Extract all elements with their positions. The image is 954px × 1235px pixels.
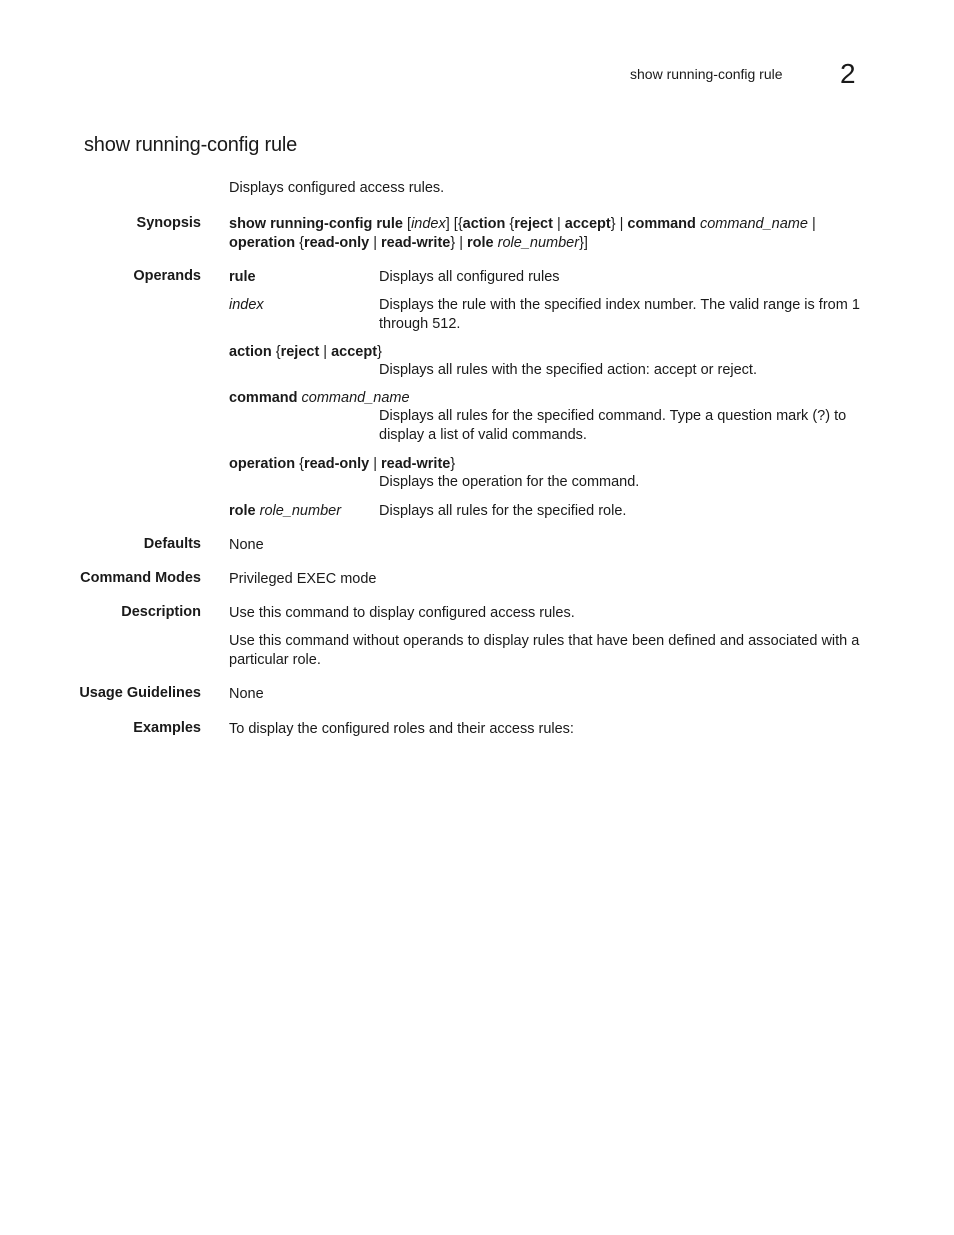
operand-term [229,455,455,474]
synopsis-label: Synopsis [136,215,201,231]
synopsis-punct: | [369,235,382,251]
operand-punct: | [319,344,332,360]
operand-term: rule [229,269,256,285]
examples-text: To display the configured roles and their access rules: [229,721,574,737]
operand-argument: role_number [259,503,342,519]
synopsis-read-only: read-only [303,235,370,251]
synopsis-punct: } | [450,235,468,251]
description-para-1: Use this command to display configured access rules. [229,605,575,621]
operand-term [229,389,410,408]
defaults-text: None [229,537,264,553]
operand-punct: } [377,344,382,360]
operand-description: Displays the rule with the specified index number. The valid range is from 1 through 512. [379,297,860,332]
operand-description: Displays all configured rules [379,269,560,285]
examples-label: Examples [133,720,201,736]
operand-punct: } [450,456,456,472]
synopsis-role: role [467,235,494,251]
operand-keyword: read-write [381,456,451,472]
operand-keyword: operation [229,456,296,472]
operand-keyword: role [229,503,256,519]
synopsis-command-name: command_name [699,216,808,232]
synopsis-read-write: read-write [381,235,451,251]
running-header-title: show running-config rule [630,66,783,82]
operand-term [229,343,382,362]
chapter-number: 2 [840,58,856,89]
synopsis-command-keyword: command [627,216,696,232]
usage-guidelines-label: Usage Guidelines [79,685,201,701]
synopsis-punct: | [807,216,816,232]
command-modes-text: Privileged EXEC mode [229,571,377,587]
synopsis-action: action [462,216,506,232]
synopsis-punct: [ [403,216,412,232]
operand-argument: command_name [301,390,410,406]
operand-punct: | [369,456,382,472]
summary-text: Displays configured access rules. [229,180,445,196]
description-label: Description [121,604,201,620]
synopsis-index: index [411,216,446,232]
operand-description: Displays the operation for the command. [379,474,640,490]
synopsis-punct: | [552,216,565,232]
synopsis-operation: operation [229,235,296,251]
synopsis-accept: accept [564,216,611,232]
page-title: show running-config rule [84,134,298,156]
description-para-2: Use this command without operands to display rules that have been defined and associated with a particular role. [229,633,860,668]
operand-keyword: command [229,390,298,406]
usage-guidelines-text: None [229,686,264,702]
operand-keyword: read-only [303,456,370,472]
synopsis-command: show running-config rule [229,216,403,232]
operand-punct: { [295,456,304,472]
synopsis-punct: } | [610,216,628,232]
operand-keyword: reject [280,344,320,360]
synopsis-punct: { [505,216,515,232]
defaults-label: Defaults [143,536,201,552]
operand-description: Displays all rules for the specified command. Type a question mark (?) to display a list of valid commands. [379,408,847,443]
command-modes-label: Command Modes [80,570,201,586]
operand-description: Displays all rules with the specified action: accept or reject. [379,362,757,378]
operand-punct: { [271,344,281,360]
synopsis-reject: reject [514,216,553,232]
operand-term: index [229,297,264,313]
operands-label: Operands [133,268,201,284]
synopsis-body [229,215,871,253]
running-header [600,58,860,88]
operand-description: Displays all rules for the specified role. [379,503,627,519]
synopsis-punct: }] [579,235,588,251]
synopsis-punct: { [295,235,304,251]
operand-term [229,502,341,521]
operand-keyword: accept [331,344,378,360]
synopsis-punct: ] [{ [445,216,463,232]
operand-keyword: action [229,344,272,360]
synopsis-role-number: role_number [497,235,580,251]
